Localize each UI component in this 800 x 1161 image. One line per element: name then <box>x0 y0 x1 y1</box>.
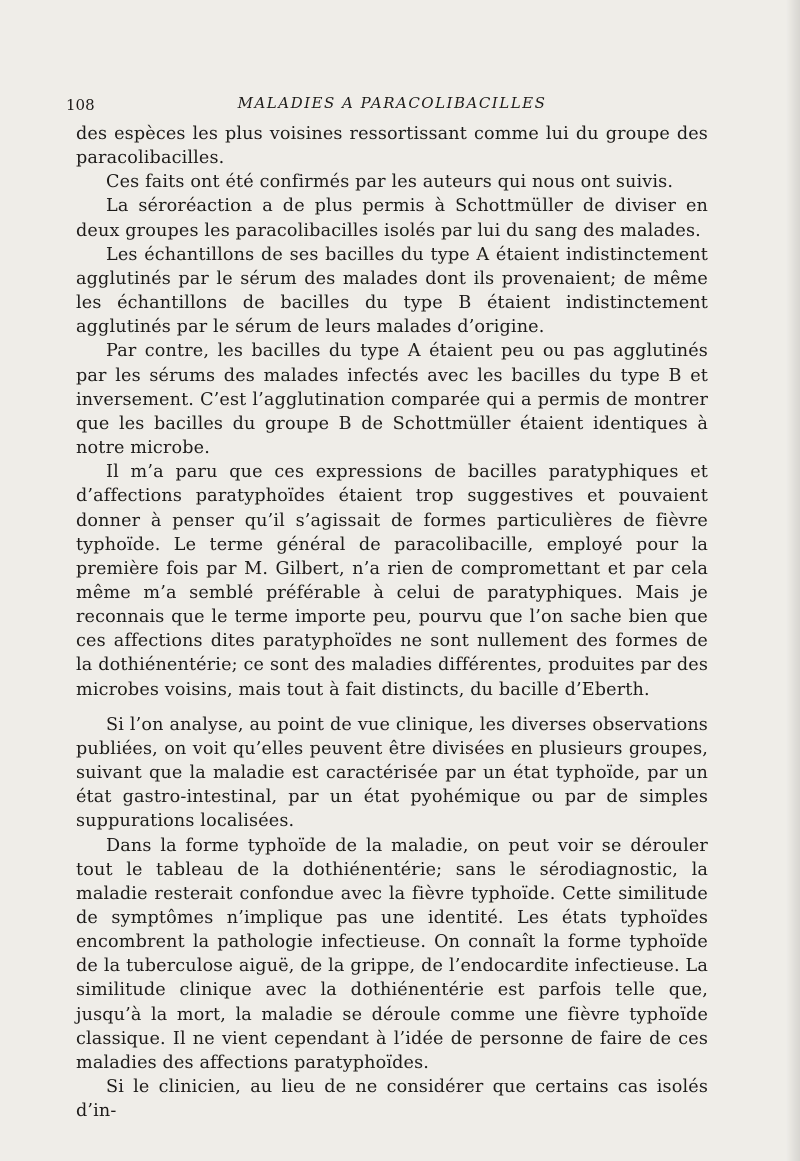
paragraph-par-contre: Par contre, les bacilles du type A étaient peu ou pas agglutinés par les sérums des malades infectés avec les bacilles du type B et inversement. C’est l’agglutination comparée qui a permis de montrer que les bacilles du groupe B de Schottmüller étaient identiques à notre microbe. <box>76 341 708 459</box>
running-title: MALADIES A PARACOLIBACILLES <box>237 94 547 112</box>
paragraph-typhoid-form: Dans la forme typhoïde de la maladie, on peut voir se dérouler tout le tableau de la dothiénentérie; sans le sérodiagnostic, la maladie resterait confondue avec la fièvre typhoïde. Cette similitude de symptômes n’implique pas une identité. Les états typhoïdes encombrent la pathologie infectieuse. On connaît la forme typhoïde de la tuberculose aiguë, de la grippe, de l’endocardite infectieuse. La similitude clinique avec la dothiénentérie est parfois telle que, jusqu’à la mort, la maladie se déroule comme une fièvre typhoïde classique. Il ne vient cependant à l’idée de personne de faire de ces maladies des affections paratyphoïdes. <box>76 835 708 1073</box>
paragraph-continuation: des espèces les plus voisines ressortissant comme lui du groupe des paracolibacilles. <box>76 124 708 169</box>
book-page <box>66 90 708 1123</box>
paragraph-confirmation: Ces faits ont été confirmés par les auteurs qui nous ont suivis. <box>106 172 674 193</box>
paragraph-clinical-analysis: Si l’on analyse, au point de vue clinique, les diverses observations publiées, on voit qu’elles peuvent être divisées en plusieurs groupes, suivant que la maladie est caractérisée par un état typhoïde, par un état gastro-intestinal, par un état pyohémique ou par de simples suppurations localisées. <box>76 714 708 832</box>
body-text <box>76 122 708 1123</box>
paragraph-seroreaction: La séroréaction a de plus permis à Schottmüller de diviser en deux groupes les paracolibacilles isolés par lui du sang des malades. <box>76 196 708 241</box>
paragraph-clinician: Si le clinicien, au lieu de ne considérer que certains cas isolés d’in- <box>76 1077 708 1122</box>
running-head <box>66 90 708 114</box>
paragraph-echantillons: Les échantillons de ses bacilles du type A étaient indistinctement agglutinés par le sérum des malades dont ils provenaient; de même les échantillons de bacilles du type B étaient indistinctement agglutinés par le sérum de leurs malades d’origine. <box>76 244 708 338</box>
page-edge-shadow <box>786 0 800 1161</box>
page-number: 108 <box>66 96 95 114</box>
paragraph-terminology: Il m’a paru que ces expressions de bacilles paratyphiques et d’affections paratyphoïdes étaient trop suggestives et pouvaient donner à penser qu’il s’agissait de formes particulières de fièvre typhoïde. Le terme général de paracolibacille, employé pour la première fois par M. Gilbert, n’a rien de compromettant et par cela même m’a semblé préférable à celui de paratyphiques. Mais je reconnais que le terme importe peu, pourvu que l’on sache bien que ces affections dites paratyphoïdes ne sont nullement des formes de la dothiénentérie; ce sont des maladies différentes, produites par des microbes voisins, mais tout à fait distincts, du bacille d’Eberth. <box>76 462 708 700</box>
